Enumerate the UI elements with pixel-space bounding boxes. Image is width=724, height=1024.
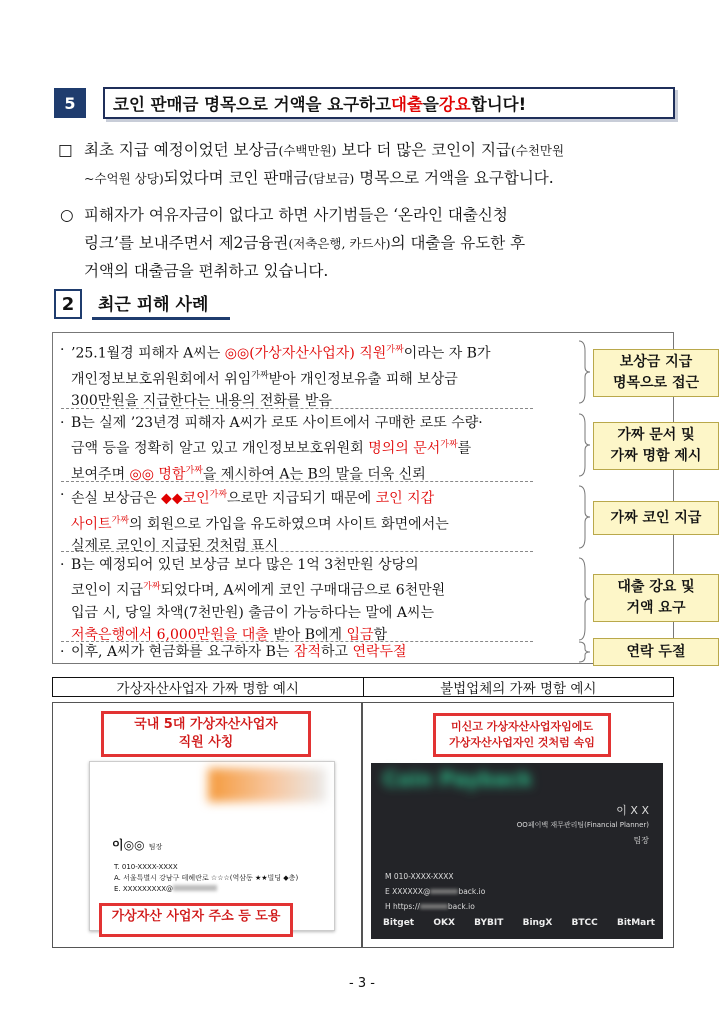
- card-contact: T. 010-XXXX-XXXX A. 서울특별시 강남구 테헤란로 ☆☆☆(역삼동 ★★빌딩 ◆층) E. XXXXXXXXX@: [114, 863, 299, 893]
- tag-fake-document: 가짜 문서 및 가짜 명함 제시: [593, 422, 719, 470]
- case-1-text: · ’25.1월경 피해자 A씨는 ◎◎(가상자산사업자) 직원$^{가짜}$이라는 자 B가 개인정보보호위원회에서 위임$^{가짜}$받아 개인정보유출 피해 보상금 300만원을 지급한다는 내용의 전화를 받음: [60, 342, 491, 410]
- exchange-logo-btcc: BTCC: [571, 918, 598, 928]
- paragraph-1-line-1: 최초 지급 예정이었던 보상금(수백만원) 보다 더 많은 코인이 지급(수천만원: [84, 141, 565, 159]
- section-number: 5: [54, 88, 86, 118]
- left-header: 가상자산사업자 가짜 명함 예시: [116, 681, 299, 697]
- business-card-dark: [371, 763, 663, 939]
- section-2-number: 2: [54, 289, 82, 319]
- square-bullet: □: [58, 141, 73, 159]
- case-2-text: · B는 실제 ’23년경 피해자 A씨가 로또 사이트에서 구매한 로또 수량· 금액 등을 정확히 알고 있고 개인정보보호위원회 명의의 문서$^{가짜}$를 보여주며 ◎◎ 명함$^{가짜}$을 제시하여 A는 B의 말을 더욱 신뢰: [60, 415, 483, 483]
- right-header: 불법업체의 가짜 명함 예시: [363, 678, 674, 696]
- brace-icon: [577, 556, 591, 642]
- title-highlight-force: 강요: [438, 95, 471, 114]
- tag-contact-lost: 연락 두절: [593, 638, 719, 666]
- circle-bullet: ○: [60, 206, 74, 224]
- title-text: 코인 판매금 명목으로 거액을 요구하고: [113, 95, 392, 114]
- exchange-logo-bybit: BYBIT: [474, 918, 504, 928]
- brace-icon: [577, 484, 591, 550]
- section-2-title: 최근 피해 사례: [92, 288, 230, 320]
- title-text-mid: 을: [422, 95, 439, 114]
- paragraph-2-line-3: 거액의 대출금을 편취하고 있습니다.: [84, 262, 329, 280]
- exchange-logos: [383, 918, 655, 928]
- paragraph-2-line-1: 피해자가 여유자금이 없다고 하면 사기범들은 ‘온라인 대출신청: [84, 206, 508, 224]
- brace-icon: [577, 339, 591, 405]
- case-3-text: · 손실 보상금은 ◆◆코인$^{가짜}$으로만 지급되기 때문에 코인 지갑 사이트$^{가짜}$의 회원으로 가입을 유도하였으며 사이트 화면에서는 실제로 코인이 지급된 것처럼 표시: [60, 487, 449, 555]
- exchange-logo-bingx: BingX: [522, 918, 553, 928]
- exchange-logo-okx: OKX: [433, 918, 455, 928]
- card-name: 이◎◎ 팀장: [112, 838, 163, 852]
- card-name-block: 이 X X OO페이백 재무관리팀(Financial Planner) 팀장: [516, 804, 649, 845]
- divider: [61, 481, 533, 482]
- paragraph-2-line-2: 링크’를 보내주면서 제2금융권(저축은행, 카드사)의 대출을 유도한 후: [84, 234, 526, 252]
- blurred-logo: [208, 768, 326, 802]
- callout-unregistered: 미신고 가상자산사업자임에도 가상자산사업자인 것처럼 속임: [433, 713, 611, 757]
- brace-icon: [577, 641, 591, 663]
- case-box: [52, 332, 702, 664]
- example-table-header: [52, 677, 674, 697]
- exchange-logo-bitget: Bitget: [383, 918, 415, 928]
- divider: [61, 551, 533, 552]
- blurred-logo: Coin Payback: [383, 767, 533, 791]
- card-contact: M 010-XXXX-XXXX E XXXXXX@ back.io H https:// back.io: [385, 872, 486, 911]
- fake-card-example-right: [362, 702, 674, 948]
- paragraph-1-line-2: ~수억원 상당)되었다며 코인 판매금(담보금) 명목으로 거액을 요구합니다.: [84, 169, 554, 187]
- brace-icon: [577, 412, 591, 478]
- case-5-text: · 이후, A씨가 현금화를 요구하자 B는 잠적하고 연락두절: [60, 644, 407, 660]
- fake-card-example-left: [52, 702, 362, 948]
- tag-compensation-approach: 보상금 지급 명목으로 접근: [593, 349, 719, 397]
- page-number: - 3 -: [349, 976, 375, 991]
- exchange-logo-bitmart: BitMart: [616, 918, 655, 928]
- callout-impersonation: 국내 5대 가상자산사업자 직원 사칭: [101, 711, 311, 757]
- tag-fake-coin: 가짜 코인 지급: [593, 501, 719, 535]
- section-title: [103, 87, 675, 119]
- title-highlight-loan: 대출: [391, 95, 423, 114]
- divider: [61, 408, 533, 409]
- case-4-text: · B는 예정되어 있던 보상금 보다 많은 1억 3천만원 상당의 코인이 지급$^{가짜}$되었다며, A씨에게 코인 구매대금으로 6천만원 입금 시, 당일 차액(7천만원) 출금이 가능하다는 말에 A씨는 저축은행에서 6,000만원을 대출 받아 B에게 입금함: [60, 557, 446, 643]
- callout-address-theft: 가상자산 사업자 주소 등 도용: [99, 903, 293, 937]
- title-text-end: 합니다!: [470, 95, 527, 114]
- tag-loan-forcing: 대출 강요 및 거액 요구: [593, 574, 719, 622]
